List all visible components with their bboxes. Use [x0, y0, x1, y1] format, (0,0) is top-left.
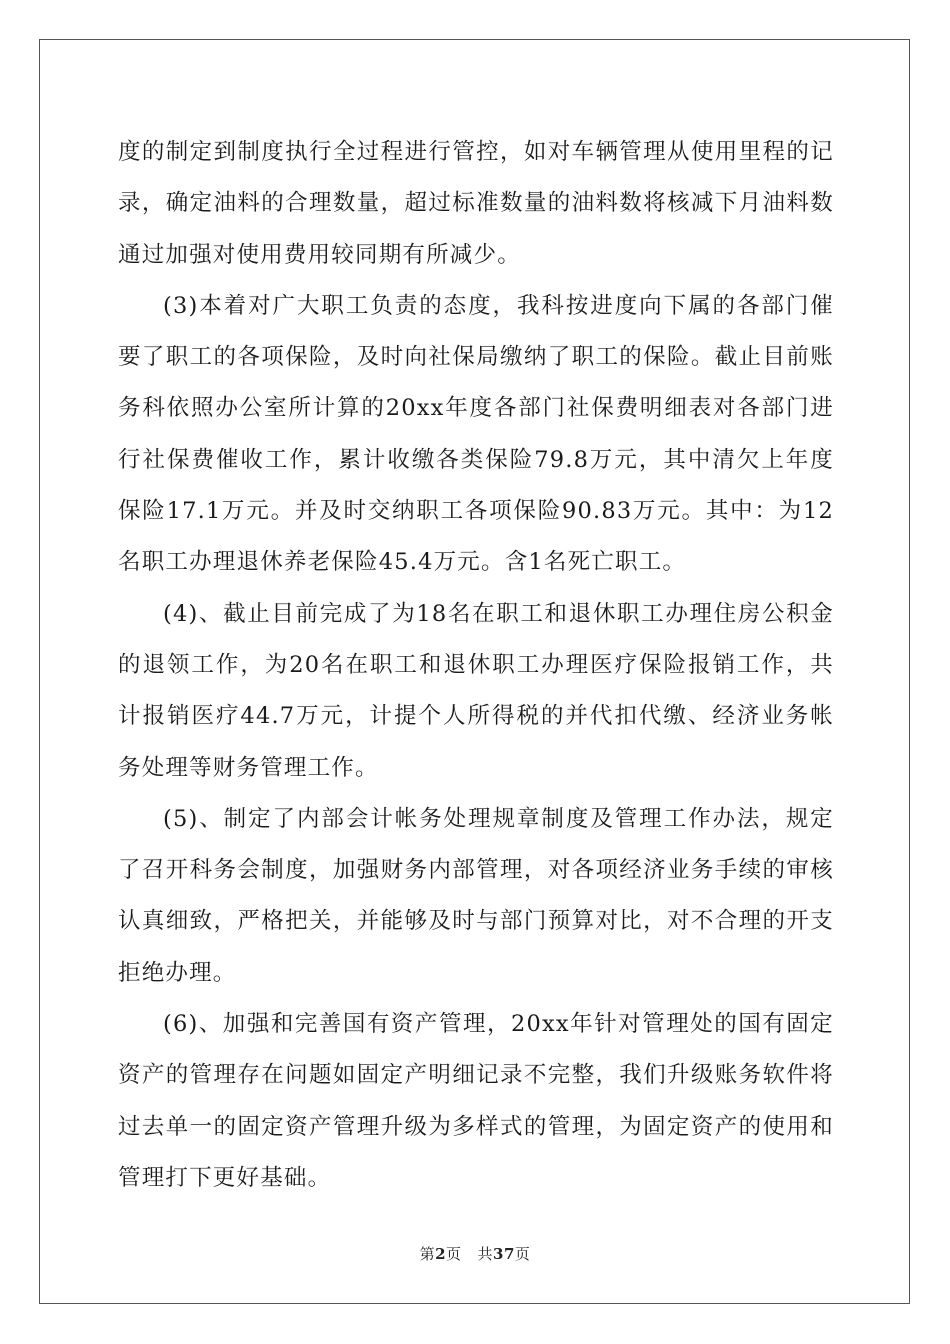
total-suffix: 页	[514, 1245, 531, 1263]
total-pages: 37	[493, 1245, 515, 1263]
page-suffix: 页	[446, 1245, 462, 1263]
paragraph-item-3: (3)本着对广大职工负责的态度，我科按进度向下属的各部门催要了职工的各项保险，及时向社保局缴纳了职工的保险。截止目前账务科依照办公室所计算的20xx年度各部门社保费明细表对各部门进行社保费催收工作，累计收缴各类保险79.8万元，其中清欠上年度保险17.1万元。并及时交纳职工各项保险90.83万元。其中：为12名职工办理退休养老保险45.4万元。含1名死亡职工。	[118, 292, 834, 576]
paragraph-item-4: (4)、截止目前完成了为18名在职工和退休职工办理住房公积金的退领工作，为20名在职工和退休职工办理医疗保险报销工作，共计报销医疗44.7万元，计提个人所得税的并代扣代缴、经济业务帐务处理等财务管理工作。	[118, 600, 834, 781]
paragraph-continuation: 度的制定到制度执行全过程进行管控，如对车辆管理从使用里程的记录，确定油料的合理数量，超过标准数量的油料数将核减下月油料数通过加强对使用费用较同期有所减少。	[118, 139, 834, 268]
page-prefix: 第	[419, 1245, 436, 1263]
total-prefix: 共	[477, 1245, 494, 1263]
paragraph-item-5: (5)、制定了内部会计帐务处理规章制度及管理工作办法，规定了召开科务会制度，加强财务内部管理，对各项经济业务手续的审核认真细致，严格把关，并能够及时与部门预算对比，对不合理的开支拒绝办理。	[118, 805, 834, 986]
page-footer	[0, 1243, 950, 1264]
document-body	[118, 127, 834, 1204]
paragraph-item-6: (6)、加强和完善国有资产管理，20xx年针对管理处的国有固定资产的管理存在问题如固定产明细记录不完整，我们升级账务软件将过去单一的固定资产管理升级为多样式的管理，为固定资产的使用和管理打下更好基础。	[118, 1011, 834, 1191]
page-number: 2	[435, 1245, 447, 1263]
